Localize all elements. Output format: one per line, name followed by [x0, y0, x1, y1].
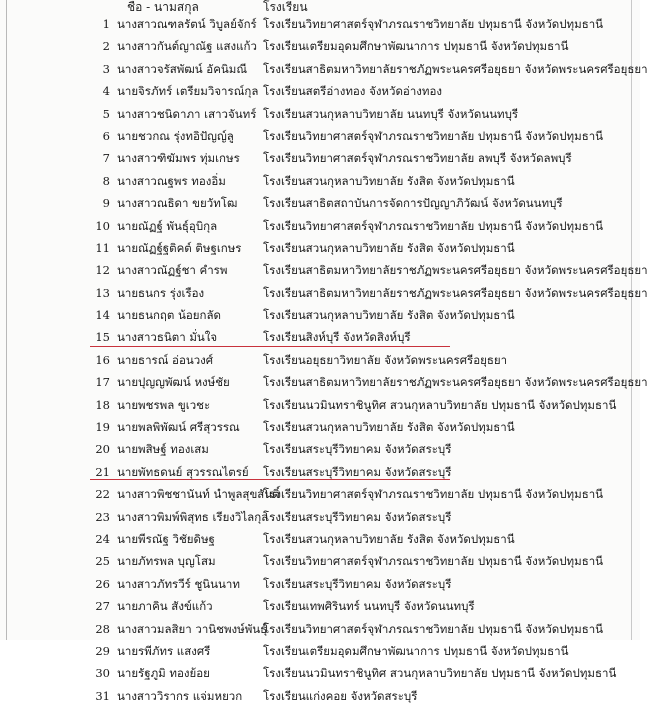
row-number: 5	[102, 106, 110, 121]
row-number: 3	[102, 61, 110, 76]
student-list	[0, 13, 648, 707]
list-item	[0, 13, 640, 35]
row-number: 28	[95, 621, 110, 636]
student-name: นายภาคิน สังข์แก้ว	[117, 599, 213, 614]
row-number: 30	[95, 666, 110, 681]
name-column-header: ชื่อ - นามสกุล	[127, 0, 199, 14]
list-item	[0, 371, 648, 393]
list-item	[0, 192, 640, 214]
list-item	[0, 259, 648, 281]
school-name: โรงเรียนนวมินทราชินูทิศ สวนกุหลาบวิทยาลัย ปทุมธานี จังหวัดปทุมธานี	[263, 397, 617, 412]
list-item	[0, 58, 648, 80]
school-name: โรงเรียนสาธิตมหาวิทยาลัยราชภัฏพระนครศรีอยุธยา จังหวัดพระนครศรีอยุธยา	[263, 285, 648, 300]
row-number: 16	[95, 352, 110, 367]
student-name: นายพสิษฐ์ ทองเสม	[117, 442, 209, 457]
row-number: 18	[95, 397, 110, 412]
list-item	[0, 304, 640, 326]
school-name: โรงเรียนสระบุรีวิทยาคม จังหวัดสระบุรี	[263, 442, 452, 457]
list-item	[0, 438, 640, 460]
student-name: นายรัฐภูมิ ทองย้อย	[117, 666, 210, 681]
school-name: โรงเรียนสวนกุหลาบวิทยาลัย รังสิต จังหวัดปทุมธานี	[263, 173, 515, 188]
list-item	[0, 215, 640, 237]
row-number: 4	[102, 84, 110, 99]
row-number: 13	[95, 285, 110, 300]
student-name: นางสาวฑิฆัมพร ทุ่มเกษร	[117, 151, 240, 166]
row-number: 2	[102, 39, 110, 54]
student-name: นางสาวณธิดา ขยวัทโฒ	[117, 196, 238, 211]
school-name: โรงเรียนเตรียมอุดมศึกษาพัฒนาการ ปทุมธานี จังหวัดปทุมธานี	[263, 643, 569, 658]
list-item	[0, 35, 640, 57]
school-name: โรงเรียนสระบุรีวิทยาคม จังหวัดสระบุรี	[263, 576, 452, 591]
row-number: 22	[95, 487, 110, 502]
list-item	[0, 80, 640, 102]
school-name: โรงเรียนสวนกุหลาบวิทยาลัย นนทบุรี จังหวัดนนทบุรี	[263, 106, 519, 121]
row-number: 24	[95, 531, 110, 546]
row-number: 12	[95, 263, 110, 278]
school-name: โรงเรียนเทพศิรินทร์ นนทบุรี จังหวัดนนทบุรี	[263, 599, 475, 614]
school-name: โรงเรียนวิทยาศาสตร์จุฬาภรณราชวิทยาลัย ปทุมธานี จังหวัดปทุมธานี	[263, 621, 604, 636]
list-item	[0, 483, 640, 505]
school-name: โรงเรียนสตรีอ่างทอง จังหวัดอ่างทอง	[263, 84, 443, 99]
student-name: นางสาวณฑลรัตน์ วิบูลย์จักร์	[117, 17, 257, 31]
student-name: นายปุญญพัฒน์ หงษ์ชัย	[117, 375, 230, 390]
red-underline	[90, 346, 450, 347]
student-name: นางสาวภัทรวีร์ ชูนินนาท	[117, 576, 240, 591]
list-item	[0, 573, 640, 595]
school-name: โรงเรียนสิงห์บุรี จังหวัดสิงห์บุรี	[263, 330, 411, 345]
list-item	[0, 349, 640, 371]
row-number: 10	[95, 218, 110, 233]
school-name: โรงเรียนสวนกุหลาบวิทยาลัย รังสิต จังหวัดปทุมธานี	[263, 531, 515, 546]
list-item	[0, 103, 640, 125]
row-number: 1	[102, 17, 110, 31]
school-name: โรงเรียนวิทยาศาสตร์จุฬาภรณราชวิทยาลัย ปทุมธานี จังหวัดปทุมธานี	[263, 128, 604, 143]
list-item	[0, 528, 640, 550]
school-name: โรงเรียนวิทยาศาสตร์จุฬาภรณราชวิทยาลัย ปทุมธานี จังหวัดปทุมธานี	[263, 218, 604, 233]
list-item	[0, 550, 640, 572]
school-name: โรงเรียนสวนกุหลาบวิทยาลัย รังสิต จังหวัดปทุมธานี	[263, 308, 515, 323]
student-name: นางสาวณัฏฐ์ชา คำรพ	[117, 263, 228, 278]
row-number: 19	[95, 420, 110, 435]
school-name: โรงเรียนวิทยาศาสตร์จุฬาภรณราชวิทยาลัย ปทุมธานี จังหวัดปทุมธานี	[263, 487, 604, 502]
list-item	[0, 685, 640, 707]
list-item	[0, 125, 640, 147]
student-name: นางสาวธนิตา มั่นใจ	[117, 330, 218, 345]
student-name: นายณัฏฐ์ พันธุ์อุบิกุล	[117, 218, 218, 233]
list-item	[0, 282, 648, 304]
school-name: โรงเรียนวิทยาศาสตร์จุฬาภรณราชวิทยาลัย ลพบุรี จังหวัดลพบุรี	[263, 151, 572, 166]
list-item	[0, 416, 640, 438]
red-underline	[90, 479, 450, 480]
row-number: 23	[95, 509, 110, 524]
list-item	[0, 394, 640, 416]
student-name: นายชวกณ รุ่งทอิปัญญ์ลู	[117, 128, 234, 143]
school-name: โรงเรียนแก่งคอย จังหวัดสระบุรี	[263, 688, 418, 703]
row-number: 27	[95, 599, 110, 614]
list-item	[0, 595, 640, 617]
school-column-header: โรงเรียน	[263, 0, 308, 14]
row-number: 25	[95, 554, 110, 569]
student-name: นางสาวมลสิยา วานิชพงษ์พันธุ์	[117, 621, 268, 636]
student-name: นายพลพิพัฒน์ ศรีสุวรรณ	[117, 420, 240, 435]
row-number: 7	[102, 151, 110, 166]
student-name: นายภัทรพล บุญโสม	[117, 554, 216, 569]
row-number: 6	[102, 128, 110, 143]
student-name: นายณัฏฐ์ฐติคต์ ติษฐเกษร	[117, 240, 242, 255]
row-number: 20	[95, 442, 110, 457]
student-name: นางสาวจรัสพัฒน์ อัคนิมณี	[117, 61, 247, 76]
student-name: นางสาวชนิดาภา เสาวจันทร์	[117, 106, 257, 121]
school-name: โรงเรียนนวมินทราชินูทิศ สวนกุหลาบวิทยาลัย ปทุมธานี จังหวัดปทุมธานี	[263, 666, 617, 681]
school-name: โรงเรียนสาธิตมหาวิทยาลัยราชภัฏพระนครศรีอยุธยา จังหวัดพระนครศรีอยุธยา	[263, 263, 648, 278]
school-name: โรงเรียนวิทยาศาสตร์จุฬาภรณราชวิทยาลัย ปทุมธานี จังหวัดปทุมธานี	[263, 554, 604, 569]
list-item	[0, 618, 640, 640]
list-item	[0, 147, 640, 169]
student-name: นางสาววิรากร แจ่มหยวก	[117, 688, 243, 703]
school-name: โรงเรียนสระบุรีวิทยาคม จังหวัดสระบุรี	[263, 509, 452, 524]
row-number: 29	[95, 643, 110, 658]
student-name: นายธารณ์ อ่อนวงศ์	[117, 352, 214, 367]
list-item	[0, 662, 640, 684]
school-name: โรงเรียนอยุธยาวิทยาลัย จังหวัดพระนครศรีอยุธยา	[263, 352, 508, 367]
school-name: โรงเรียนสวนกุหลาบวิทยาลัย รังสิต จังหวัดปทุมธานี	[263, 420, 515, 435]
school-name: โรงเรียนสระบุรีวิทยาคม จังหวัดสระบุรี	[263, 464, 452, 479]
student-name: นายพัทธดนย์ สุวรรณไตรย์	[117, 464, 249, 479]
student-name: นายรพีภัทร แสงศรี	[117, 643, 211, 658]
school-name: โรงเรียนเตรียมอุดมศึกษาพัฒนาการ ปทุมธานี จังหวัดปทุมธานี	[263, 39, 569, 54]
student-name: นายพีรณัฐ วิชัยดิษฐ	[117, 531, 215, 546]
row-number: 26	[95, 576, 110, 591]
row-number: 21	[95, 464, 110, 479]
student-name: นางสาวพิชชานันท์ นำพูลสุขสันติ์	[117, 487, 280, 502]
row-number: 31	[95, 688, 110, 703]
list-item	[0, 506, 640, 528]
student-name: นายพชรพล ขูเวชะ	[117, 397, 211, 412]
row-number: 8	[102, 173, 110, 188]
row-number: 17	[95, 375, 110, 390]
school-name: โรงเรียนสาธิตสถาบันการจัดการปัญญาภิวัฒน์ จังหวัดนนทบุรี	[263, 196, 563, 211]
list-item	[0, 237, 640, 259]
school-name: โรงเรียนสาธิตมหาวิทยาลัยราชภัฏพระนครศรีอยุธยา จังหวัดพระนครศรีอยุธยา	[263, 61, 648, 76]
student-name: นายธนกฤต น้อยกลัด	[117, 308, 221, 323]
row-number: 11	[95, 240, 110, 255]
row-number: 9	[102, 196, 110, 211]
school-name: โรงเรียนสาธิตมหาวิทยาลัยราชภัฏพระนครศรีอยุธยา จังหวัดพระนครศรีอยุธยา	[263, 375, 648, 390]
list-item	[0, 640, 640, 662]
row-number: 15	[95, 330, 110, 345]
row-number: 14	[95, 308, 110, 323]
list-item	[0, 170, 640, 192]
student-name: นายธนกร รุ่งเรือง	[117, 285, 205, 300]
student-name: นางสาวณฐพร ทองอิ่ม	[117, 173, 226, 188]
student-name: นายจิรภัทร์ เตรียมวิจารณ์กุล	[117, 84, 259, 99]
school-name: โรงเรียนสวนกุหลาบวิทยาลัย รังสิต จังหวัดปทุมธานี	[263, 240, 515, 255]
student-name: นางสาวพิมพ์พิสุทธ เรียงวิไลกุล	[117, 509, 269, 524]
student-name: นางสาวกันต์ญาณัฐ แสงแก้ว	[117, 39, 257, 54]
school-name: โรงเรียนวิทยาศาสตร์จุฬาภรณราชวิทยาลัย ปทุมธานี จังหวัดปทุมธานี	[263, 17, 604, 31]
